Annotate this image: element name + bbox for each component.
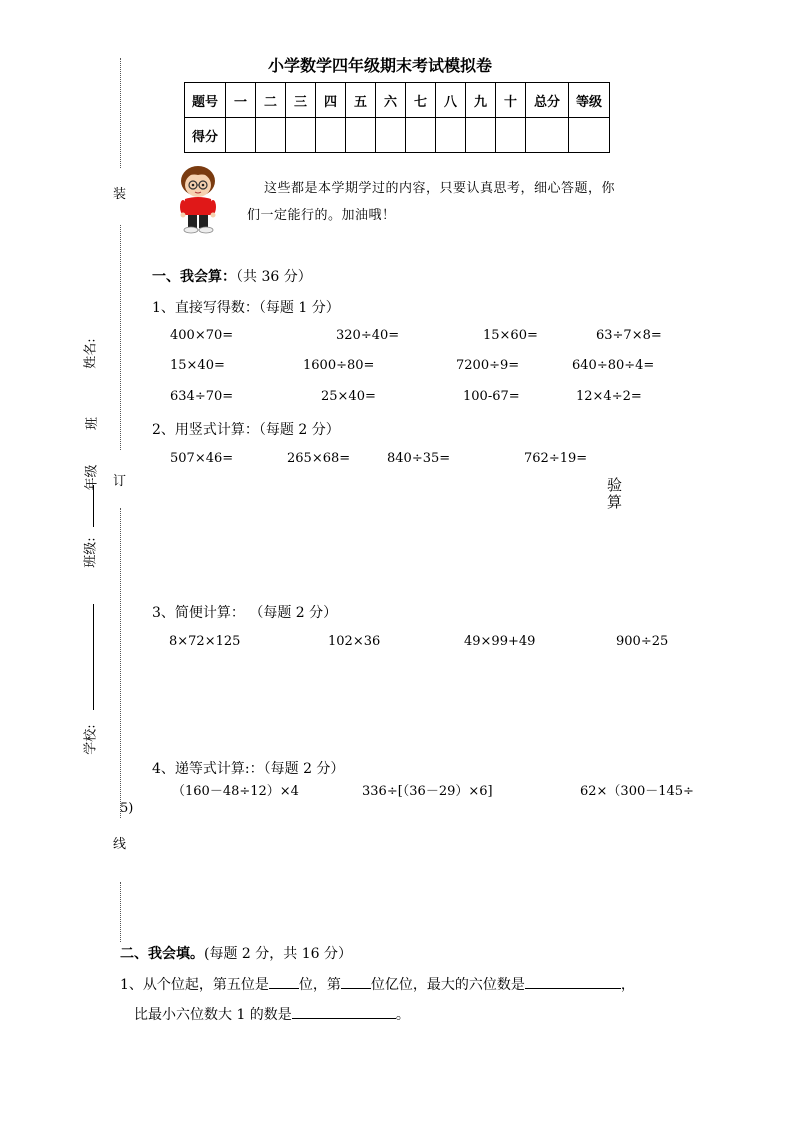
binding-xian: 线 [113, 837, 127, 852]
fill-text: ， [620, 977, 635, 993]
fill-q1-line1 [120, 974, 635, 994]
school-label: 学校: [83, 724, 99, 755]
fill-text: 1、从个位起，第五位是 [120, 977, 269, 993]
banji-label: 班级: [83, 537, 99, 568]
q3-title: 3、简便计算： （每题 2 分） [152, 605, 338, 621]
score-cell[interactable] [376, 118, 406, 153]
check-label: 验 [607, 476, 623, 494]
q2-item: 762÷19= [524, 451, 588, 466]
q3-item: 102×36 [328, 634, 381, 649]
section2-title: 二、我会填。 [120, 946, 204, 962]
q3-item: 900÷25 [616, 634, 669, 649]
score-header-cell: 三 [286, 83, 316, 118]
score-header-cell: 八 [436, 83, 466, 118]
fill-text: 位，第 [298, 977, 341, 993]
fill-text: 。 [395, 1007, 410, 1023]
answer-blank[interactable] [341, 988, 371, 989]
score-cell[interactable] [569, 118, 610, 153]
q4-wrap: 5) [120, 801, 134, 816]
q1-title: 1、直接写得数：（每题 1 分） [152, 300, 340, 316]
score-header-cell: 六 [376, 83, 406, 118]
score-header-cell: 七 [406, 83, 436, 118]
q3-item: 8×72×125 [169, 634, 241, 649]
answer-blank[interactable] [525, 988, 621, 989]
q2-item: 265×68= [287, 451, 351, 466]
section2-points: (每题 2 分，共 16 分） [204, 946, 352, 962]
q1-item: 100-67= [463, 389, 520, 404]
section1-title: 一、我会算： [152, 269, 236, 285]
page-title: 小学数学四年级期末考试模拟卷 [268, 56, 493, 75]
q2-item: 840÷35= [387, 451, 451, 466]
score-header-cell: 一 [226, 83, 256, 118]
q1-item: 25×40= [321, 389, 376, 404]
score-cell[interactable] [526, 118, 569, 153]
q1-item: 400×70= [170, 328, 234, 343]
q2-item: 507×46= [170, 451, 234, 466]
intro-line-2: 们一定能行的。加油哦！ [247, 208, 396, 223]
nianji-label: 年级 [84, 464, 100, 491]
q4-title: 4、递等式计算:：（每题 2 分） [152, 761, 345, 777]
score-header-row [185, 83, 610, 118]
section1-points: （共 36 分） [236, 269, 312, 285]
score-cell[interactable] [346, 118, 376, 153]
score-cell[interactable] [436, 118, 466, 153]
score-cell[interactable] [286, 118, 316, 153]
section1-heading [152, 266, 312, 286]
q4-item: 336÷[（36－29）×6] [362, 784, 493, 799]
binding-line-bottom [120, 882, 121, 942]
intro-line-1: 这些都是本学期学过的内容，只要认真思考，细心答题，你 [264, 181, 616, 196]
school-blank [93, 604, 94, 710]
score-header-cell: 五 [346, 83, 376, 118]
answer-blank[interactable] [292, 1018, 396, 1019]
binding-line-top [120, 58, 121, 168]
score-cell[interactable] [466, 118, 496, 153]
check-label: 算 [607, 493, 623, 511]
binding-ding: 订 [113, 474, 127, 489]
q4-item: （160－48÷12）×4 [172, 784, 299, 799]
q3-item: 49×99+49 [464, 634, 536, 649]
score-header-cell: 等级 [569, 83, 610, 118]
q2-title: 2、用竖式计算：（每题 2 分） [152, 422, 340, 438]
score-header-cell: 四 [316, 83, 346, 118]
q1-item: 7200÷9= [456, 358, 520, 373]
score-cell[interactable] [406, 118, 436, 153]
fill-text: 位亿位，最大的六位数是 [370, 977, 525, 993]
score-row-label: 得分 [185, 118, 226, 153]
q1-item: 634÷70= [170, 389, 234, 404]
cartoon-boy-illustration [173, 163, 223, 237]
score-header-cell: 二 [256, 83, 286, 118]
q1-item: 15×40= [170, 358, 225, 373]
q1-item: 320÷40= [336, 328, 400, 343]
q1-item: 15×60= [483, 328, 538, 343]
q1-item: 12×4÷2= [576, 389, 642, 404]
score-cell[interactable] [316, 118, 346, 153]
score-header-cell: 题号 [185, 83, 226, 118]
binding-line-mid [120, 225, 121, 450]
score-table [184, 82, 610, 153]
score-cell[interactable] [226, 118, 256, 153]
section2-heading [120, 943, 352, 963]
q1-item: 63÷7×8= [596, 328, 662, 343]
score-row [185, 118, 610, 153]
fill-text: 比最小六位数大 1 的数是 [134, 1007, 292, 1023]
name-label: 姓名: [83, 338, 99, 369]
binding-line-lower [120, 508, 121, 818]
q1-item: 1600÷80= [303, 358, 375, 373]
ban-label: 班 [85, 416, 101, 431]
score-header-cell: 总分 [526, 83, 569, 118]
score-cell[interactable] [256, 118, 286, 153]
score-cell[interactable] [496, 118, 526, 153]
score-header-cell: 十 [496, 83, 526, 118]
score-header-cell: 九 [466, 83, 496, 118]
nianji-blank [93, 485, 94, 527]
binding-zhuang: 装 [113, 187, 127, 202]
q1-item: 640÷80÷4= [572, 358, 655, 373]
q4-item: 62×（300－145÷ [580, 784, 694, 799]
answer-blank[interactable] [269, 988, 299, 989]
fill-q1-line2 [134, 1004, 410, 1024]
